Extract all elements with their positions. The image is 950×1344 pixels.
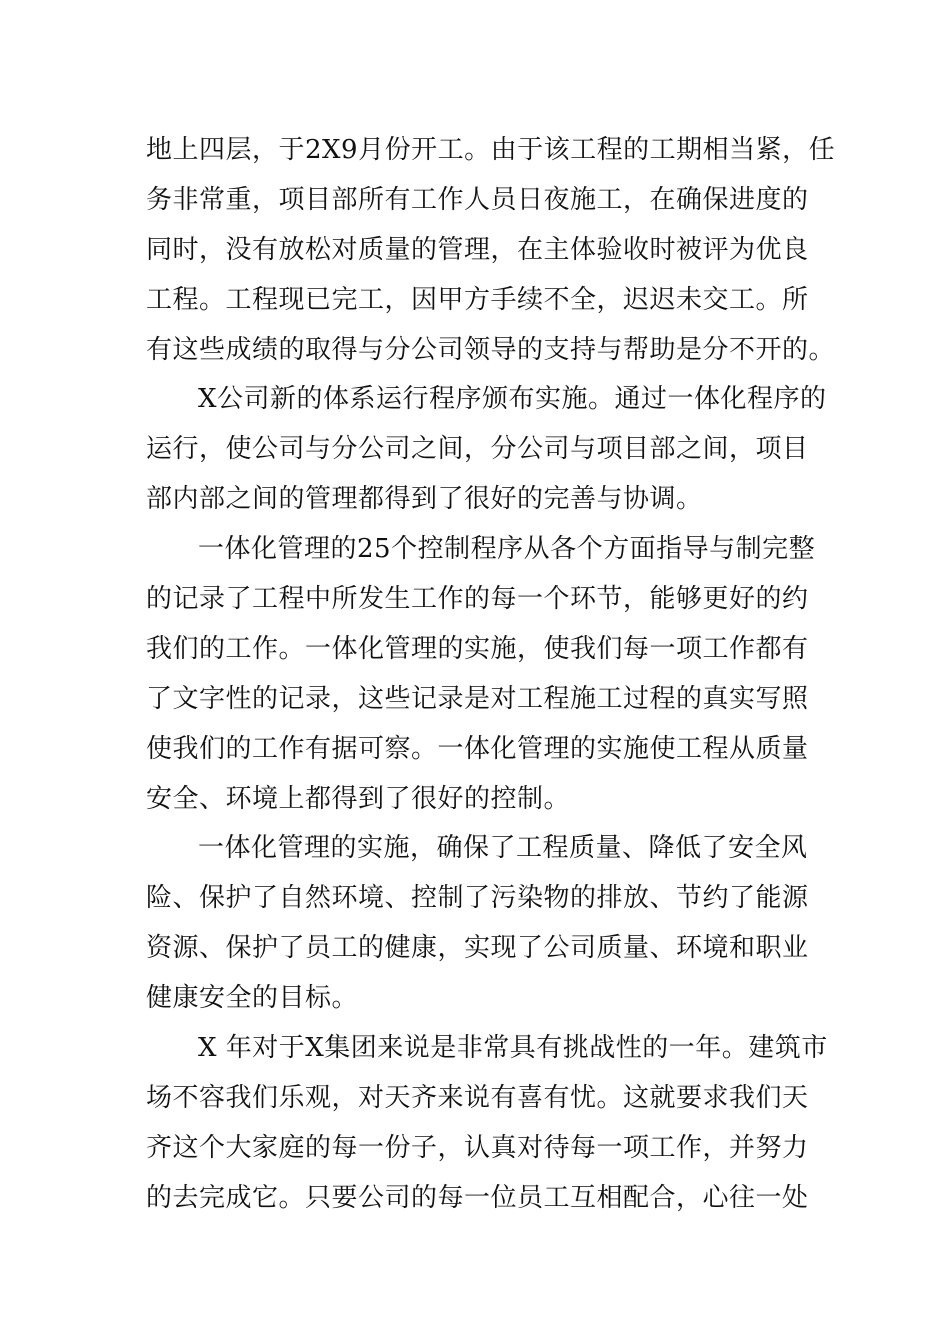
text-line: 有这些成绩的取得与分公司领导的支持与帮助是分不开的。: [146, 334, 836, 365]
text-line: 地上四层，于2X9月份开工。由于该工程的工期相当紧，任: [146, 135, 836, 165]
text-line: X公司新的体系运行程序颁布实施。通过一体化程序的: [198, 384, 827, 415]
text-line: 险、保护了自然环境、控制了污染物的排放、节约了能源: [146, 883, 809, 914]
paragraph-5: [146, 1024, 826, 1224]
paragraph-4: [146, 824, 826, 1024]
text-line: 健康安全的目标。: [146, 983, 359, 1014]
text-line: 场不容我们乐观，对天齐来说有喜有忧。这就要求我们天: [146, 1082, 809, 1113]
text-line: 务非常重，项目部所有工作人员日夜施工，在确保进度的: [146, 184, 809, 215]
text-line: 一体化管理的25个控制程序从各个方面指导与制完整: [198, 534, 816, 565]
text-line: 部内部之间的管理都得到了很好的完善与协调。: [146, 484, 703, 515]
text-line: 运行，使公司与分公司之间，分公司与项目部之间，项目: [146, 434, 809, 465]
paragraph-1: [146, 126, 836, 375]
text-line: 我们的工作。一体化管理的实施，使我们每一项工作都有: [146, 633, 809, 664]
text-line: 资源、保护了员工的健康，实现了公司质量、环境和职业: [146, 933, 809, 964]
text-line: X 年对于X集团来说是非常具有挑战性的一年。建筑市: [198, 1033, 828, 1064]
text-line: 使我们的工作有据可察。一体化管理的实施使工程从质量: [146, 733, 809, 764]
document-body: [146, 126, 836, 1224]
text-line: 齐这个大家庭的每一份子，认真对待每一项工作，并努力: [146, 1132, 809, 1163]
text-line: 一体化管理的实施，确保了工程质量、降低了安全风: [198, 833, 808, 864]
text-line: 同时，没有放松对质量的管理，在主体验收时被评为优良: [146, 234, 809, 265]
text-line: 的去完成它。只要公司的每一位员工互相配合，心往一处: [146, 1182, 809, 1213]
paragraph-2: [146, 375, 826, 525]
text-line: 工程。工程现已完工，因甲方手续不全，迟迟未交工。所: [146, 284, 809, 315]
text-line: 安全、环境上都得到了很好的控制。: [146, 783, 571, 814]
text-line: 了文字性的记录，这些记录是对工程施工过程的真实写照: [146, 683, 809, 714]
paragraph-3: [146, 525, 826, 824]
text-line: 的记录了工程中所发生工作的每一个环节，能够更好的约: [146, 584, 809, 615]
